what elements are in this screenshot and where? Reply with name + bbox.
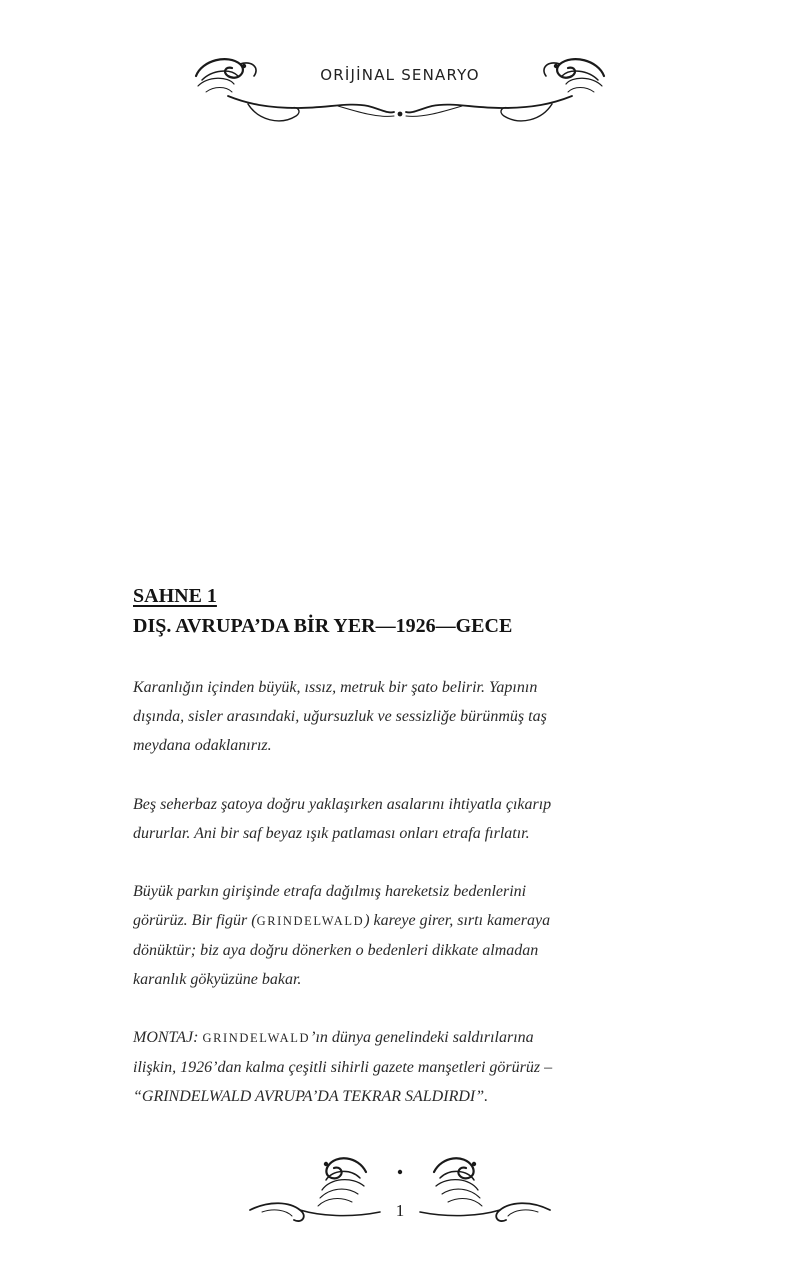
action-paragraph-4 — [133, 1023, 673, 1111]
running-title: ORİJİNAL SENARYO — [320, 66, 480, 84]
paragraph-line: karanlık gökyüzüne bakar. — [133, 971, 302, 988]
paragraph-text: görürüz. Bir figür ( — [133, 912, 257, 929]
page-number: 1 — [395, 1201, 405, 1220]
action-paragraph-1 — [133, 673, 673, 760]
footer-swan-ornament-icon — [240, 1150, 560, 1240]
paragraph-line: dururlar. Ani bir saf beyaz ışık patlaması onları etrafa fırlatır. — [133, 825, 530, 842]
paragraph-line: “GRINDELWALD AVRUPA’DA TEKRAR SALDIRDI”. — [133, 1088, 489, 1105]
paragraph-line: Karanlığın içinden büyük, ıssız, metruk bir şato belirir. Yapının — [133, 679, 538, 696]
paragraph-line — [133, 1023, 673, 1053]
paragraph-line: meydana odaklanırız. — [133, 737, 272, 754]
paragraph-line: dışında, sisler arasındaki, uğursuzluk ve sessizliğe bürünmüş taş — [133, 708, 547, 725]
character-name: GRINDELWALD — [202, 1031, 311, 1045]
page-footer — [240, 1150, 560, 1240]
paragraph-line: Beş seherbaz şatoya doğru yaklaşırken asalarını ihtiyatla çıkarıp — [133, 796, 552, 813]
action-paragraph-3 — [133, 877, 673, 994]
paragraph-line: ilişkin, 1926’dan kalma çeşitli sihirli gazete manşetleri görürüz – — [133, 1059, 553, 1076]
character-name: GRINDELWALD — [256, 914, 365, 928]
paragraph-line: dönüktür; biz aya doğru dönerken o bedenleri dikkate almadan — [133, 942, 539, 959]
paragraph-text: MONTAJ: — [133, 1029, 203, 1046]
paragraph-text: ) kareye girer, sırtı kameraya — [364, 912, 551, 929]
paragraph-line — [133, 906, 673, 936]
scene-label: SAHNE 1 — [133, 585, 217, 607]
scene-heading: DIŞ. AVRUPA’DA BİR YER—1926—GECE — [133, 615, 513, 637]
header-swan-ornament-icon — [188, 46, 612, 132]
page-header — [188, 46, 612, 132]
action-paragraph-2 — [133, 790, 673, 848]
paragraph-line: Büyük parkın girişinde etrafa dağılmış hareketsiz bedenlerini — [133, 883, 527, 900]
paragraph-text: ’ın dünya genelindeki saldırılarına — [310, 1029, 534, 1046]
